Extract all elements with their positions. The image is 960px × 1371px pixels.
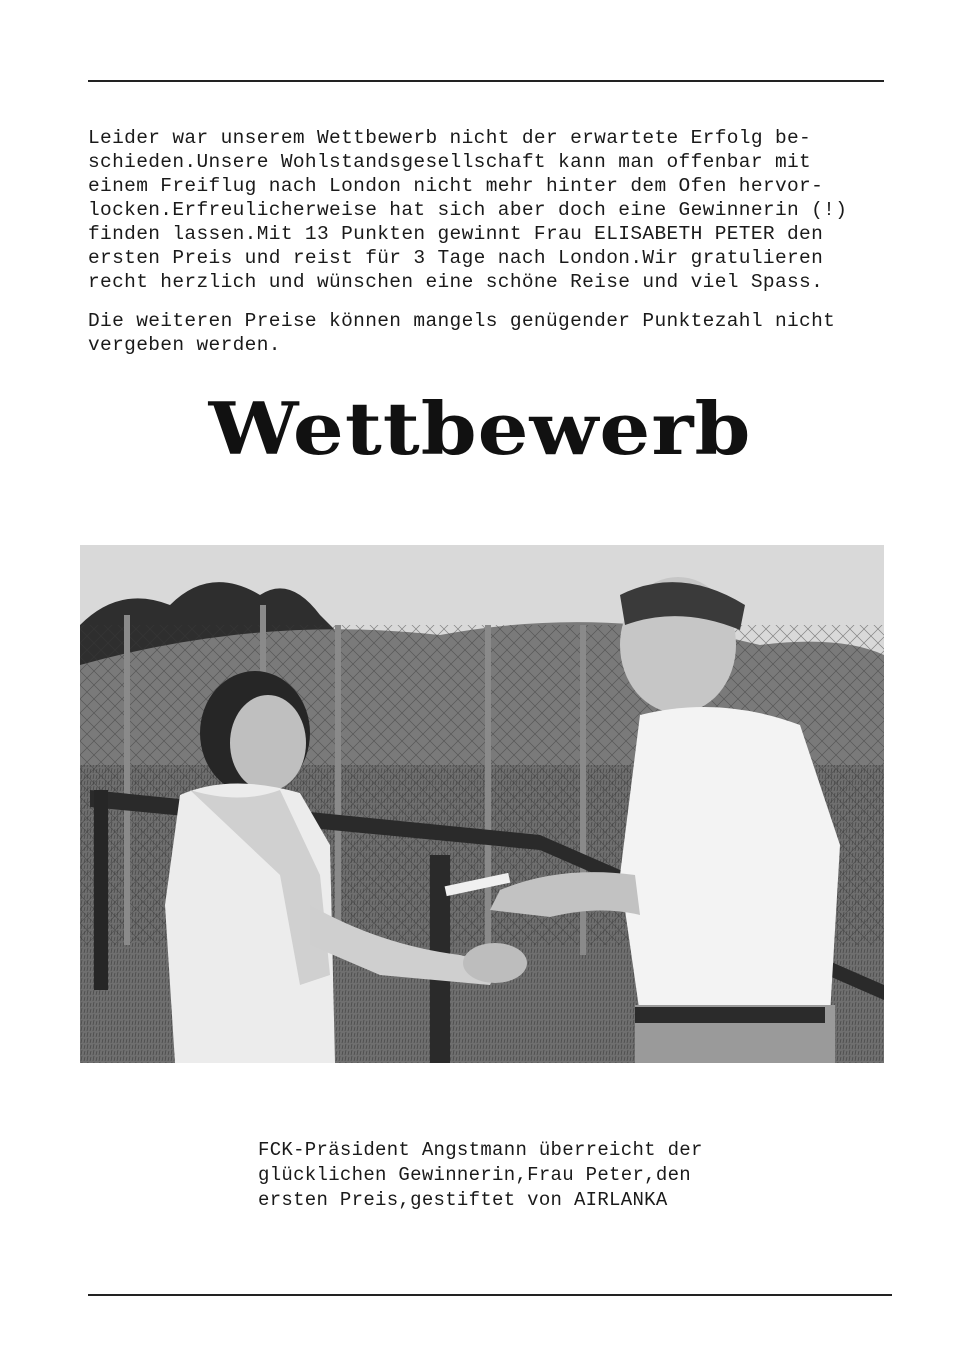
award-photo [80,545,884,1063]
top-rule [88,80,884,82]
intro-paragraph: Leider war unserem Wettbewerb nicht der erwartete Erfolg be- schieden.Unsere Wohlstandsgesellschaft kann man offenbar mit einem Freiflug nach London nicht mehr hinter dem Ofen hervor- locken.Erfreulicherweise hat sich aber doch eine Gewinnerin (!) finden lassen.Mit 13 Punkten gewinnt Frau ELISABETH PETER den ersten Preis und reist für 3 Tage nach London.Wir gratulieren recht herzlich und wünschen eine schöne Reise und viel Spass. [88,127,848,293]
photo-caption: FCK-Präsident Angstmann überreicht der glücklichen Gewinnerin,Frau Peter,den ersten Preis,gestiftet von AIRLANKA [258,1139,703,1211]
prizes-paragraph: Die weiteren Preise können mangels genügender Punktezahl nicht vergeben werden. [88,310,836,356]
bottom-rule [88,1294,892,1296]
headline: Wettbewerb [208,386,752,472]
